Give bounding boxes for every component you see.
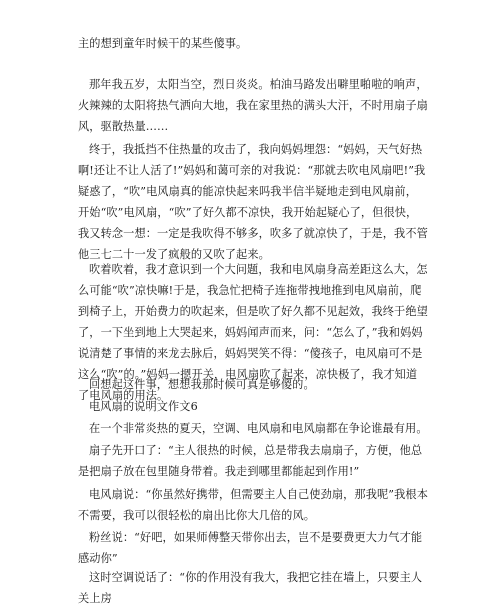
paragraph-5: 回想起这件事，想想我那时候可真是够傻的。 [89, 378, 315, 391]
paragraph-7: 扇子先开口了：“主人很热的时候，总是带我去扇扇子，方便，他总是把扇子放在包里随身带着。我走到哪里都能起到作用!” [78, 444, 423, 478]
paragraph-4: 吹着吹着，我才意识到一个大问题，我和电风扇身高差距这么大，怎么可能“吹”凉快嘛!于是，我急忙把椅子连拖带拽地推到电风扇前，爬到椅子上，开始费力的吹起来，但是吹了好久都不见起效，我终于绝望了，一下坐到地上大哭起来，妈妈闻声而来，问：“怎么了，”我和妈妈说清楚了事情的来龙去脉后，妈妈哭笑不得：“傻孩子，电风扇可不是这么“吹”的。”妈妈一摁开关，电风扇吹了起来，凉快极了，我才知道了电风扇的用法。 [78, 263, 428, 402]
paragraph-1: 主的想到童年时候干的某些傻事。 [78, 37, 248, 50]
paragraph-3: 终于，我抵挡不住热量的攻击了，我向妈妈埋怨：“妈妈，天气好热啊!还让不让人活了!”妈妈和蔼可亲的对我说：“那就去吹电风扇吧!”我疑惑了，“吹”电风扇真的能凉快起来吗我半信半疑地走到电风扇前，开始“吹”电风扇，“吹”了好久都不凉快，我开始起疑心了，但很快，我又转念一想：一定是我吹得不够多，吹多了就凉快了，于是，我不管他三七二十一发了疯般的又吹了起来。 [78, 143, 428, 261]
section-heading: 电风扇的说明文作文6 [89, 400, 198, 413]
paragraph-9: 粉丝说：“好吧，如果师傅整天带你出去，岂不是要费更大力气才能感动你” [78, 531, 423, 565]
paragraph-6: 在一个非常炎热的夏天，空调、电风扇和电风扇都在争论谁最有用。 [89, 422, 428, 435]
paragraph-8: 电风扇说：“你虽然好携带，但需要主人自己使劲扇，那我呢”我根本不需要，我可以很轻松的扇出比你大几倍的风。 [78, 488, 428, 522]
paragraph-10: 这时空调说话了：“你的作用没有我大，我把它挂在墙上，只要主人关上房 [78, 571, 423, 605]
paragraph-2: 那年我五岁，太阳当空，烈日炎炎。柏油马路发出噼里啪啦的响声，火辣辣的太阳将热气洒向大地，我在家里热的满头大汗，不时用扇子扇风，驱散热量…… [78, 78, 428, 133]
